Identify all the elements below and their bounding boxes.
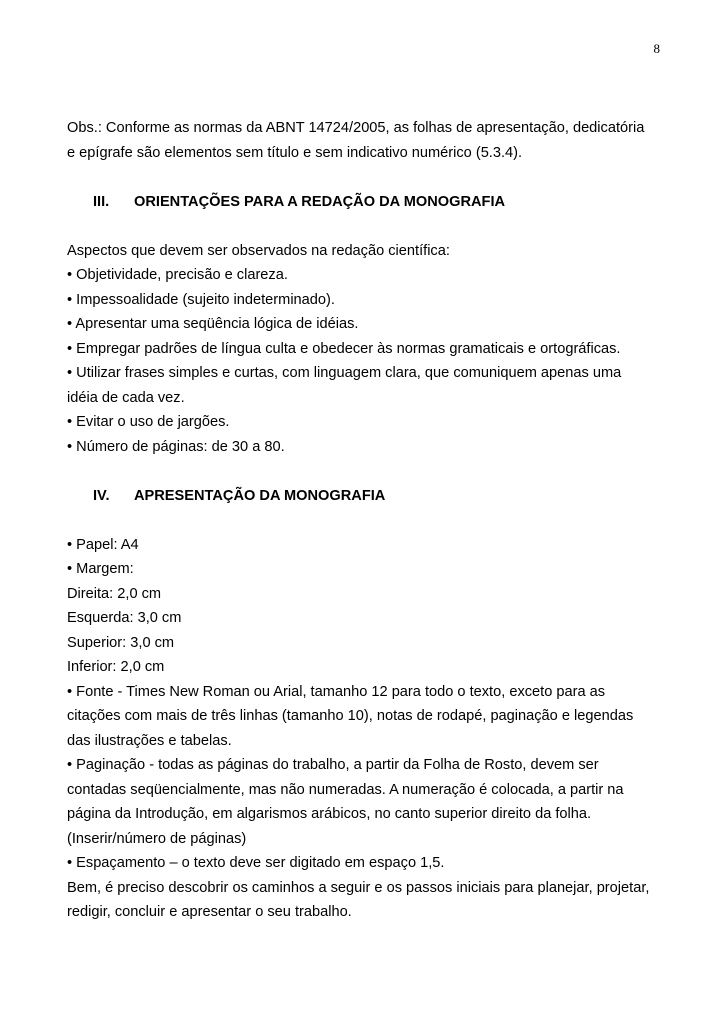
document-body bbox=[67, 116, 660, 925]
paginacao-line: • Paginação - todas as páginas do trabalho, a partir da Folha de Rosto, devem ser bbox=[67, 757, 599, 773]
paginacao-line: contadas seqüencialmente, mas não numeradas. A numeração é colocada, a partir na bbox=[67, 781, 624, 798]
list-item: • Empregar padrões de língua culta e obedecer às normas gramaticais e ortográficas. bbox=[67, 340, 621, 357]
section-number: IV. bbox=[93, 487, 110, 504]
list-item: • Margem: bbox=[67, 561, 134, 577]
espacamento-line: • Espaçamento – o texto deve ser digitado em espaço 1,5. bbox=[67, 855, 445, 871]
section-intro: Aspectos que devem ser observados na redação científica: bbox=[67, 242, 450, 259]
section-title: ORIENTAÇÕES PARA A REDAÇÃO DA MONOGRAFIA bbox=[134, 193, 506, 210]
margin-value: Inferior: 2,0 cm bbox=[67, 659, 165, 675]
page-number: 8 bbox=[653, 41, 660, 56]
paginacao-line: (Inserir/número de páginas) bbox=[67, 830, 247, 847]
list-item: • Utilizar frases simples e curtas, com linguagem clara, que comuniquem apenas uma bbox=[67, 365, 622, 381]
section-number: III. bbox=[93, 193, 110, 210]
list-item-continuation: idéia de cada vez. bbox=[67, 389, 185, 406]
margin-value: Direita: 2,0 cm bbox=[67, 585, 162, 602]
obs-line: e epígrafe são elementos sem título e sem indicativo numérico (5.3.4). bbox=[67, 144, 523, 161]
paginacao-line: página da Introdução, em algarismos arábicos, no canto superior direito da folha. bbox=[67, 806, 592, 822]
list-item: • Impessoalidade (sujeito indeterminado). bbox=[67, 291, 335, 308]
obs-line: Obs.: Conforme as normas da ABNT 14724/2005, as folhas de apresentação, dedicatória bbox=[67, 120, 645, 136]
list-item: • Objetividade, precisão e clareza. bbox=[67, 267, 288, 283]
closing-line: Bem, é preciso descobrir os caminhos a seguir e os passos iniciais para planejar, projetar, bbox=[67, 879, 650, 896]
fonte-line: • Fonte - Times New Roman ou Arial, tamanho 12 para todo o texto, exceto para as bbox=[67, 683, 606, 700]
fonte-line: citações com mais de três linhas (tamanho 10), notas de rodapé, paginação e legendas bbox=[67, 708, 634, 724]
section-title: APRESENTAÇÃO DA MONOGRAFIA bbox=[134, 487, 386, 504]
list-item: • Evitar o uso de jargões. bbox=[67, 414, 230, 430]
margin-value: Esquerda: 3,0 cm bbox=[67, 610, 182, 626]
list-item: • Apresentar uma seqüência lógica de idéias. bbox=[67, 316, 359, 332]
list-item: • Número de páginas: de 30 a 80. bbox=[67, 438, 285, 455]
list-item: • Papel: A4 bbox=[67, 536, 139, 553]
closing-line: redigir, concluir e apresentar o seu trabalho. bbox=[67, 904, 352, 920]
fonte-line: das ilustrações e tabelas. bbox=[67, 732, 232, 749]
margin-value: Superior: 3,0 cm bbox=[67, 634, 175, 651]
section-heading-iii bbox=[67, 190, 660, 215]
section-heading-iv bbox=[67, 484, 660, 509]
